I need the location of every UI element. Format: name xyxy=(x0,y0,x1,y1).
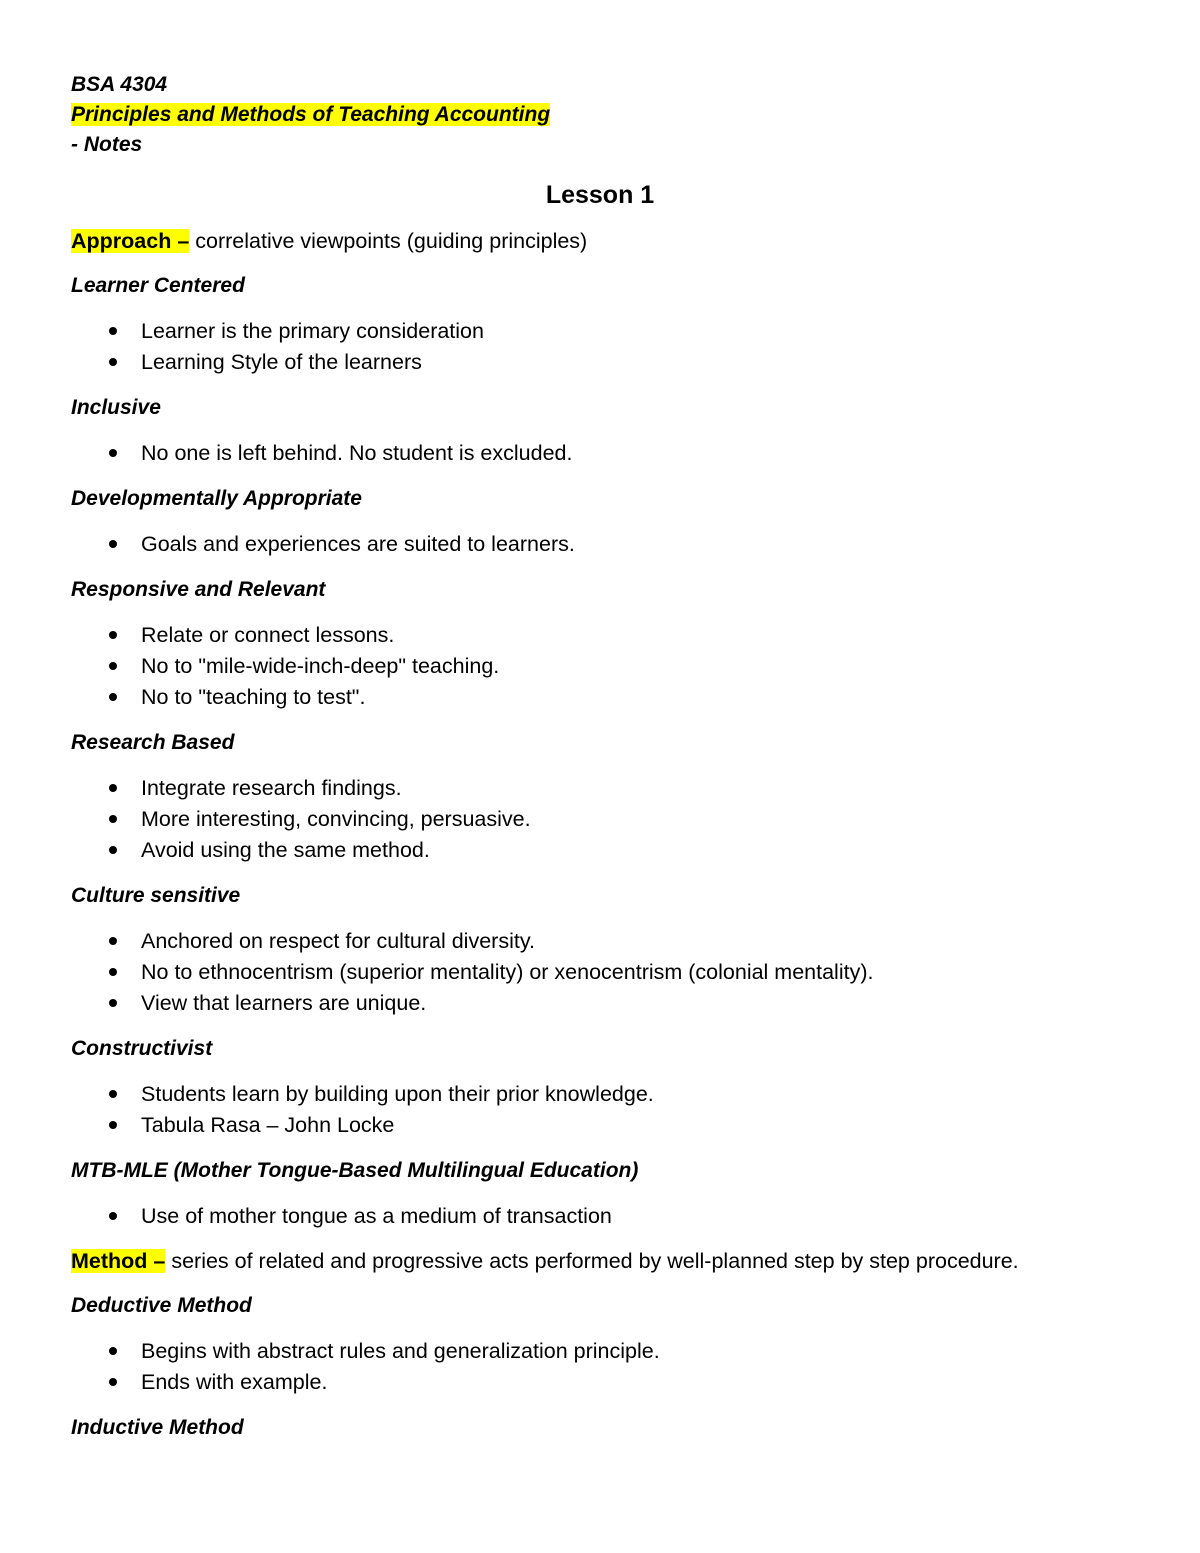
list-item-text: Avoid using the same method. xyxy=(141,838,430,862)
bullet-icon xyxy=(109,358,117,366)
section-heading: Deductive Method xyxy=(71,1294,252,1317)
list-item-text: No one is left behind. No student is excluded. xyxy=(141,441,573,465)
bullet-list xyxy=(71,926,1131,1019)
section-heading: Developmentally Appropriate xyxy=(71,487,362,510)
method-text: series of related and progressive acts performed by well-planned step by step procedure. xyxy=(165,1249,1019,1273)
list-item-text: No to ethnocentrism (superior mentality) or xenocentrism (colonial mentality). xyxy=(141,960,874,984)
list-item xyxy=(71,316,1131,347)
method-definition xyxy=(71,1246,1131,1276)
list-item xyxy=(71,835,1131,866)
bullet-icon xyxy=(109,449,117,457)
bullet-icon xyxy=(109,937,117,945)
list-item-text: Learning Style of the learners xyxy=(141,350,422,374)
list-item xyxy=(71,682,1131,713)
section-heading: Inductive Method xyxy=(71,1416,244,1439)
bullet-icon xyxy=(109,1347,117,1355)
list-item-text: More interesting, convincing, persuasive. xyxy=(141,807,531,831)
bullet-icon xyxy=(109,999,117,1007)
list-item-text: Relate or connect lessons. xyxy=(141,623,395,647)
section-heading: Inclusive xyxy=(71,396,161,419)
list-item xyxy=(71,1367,1131,1398)
section-heading: Research Based xyxy=(71,731,235,754)
list-item-text: View that learners are unique. xyxy=(141,991,427,1015)
bullet-icon xyxy=(109,815,117,823)
list-item-text: Goals and experiences are suited to learners. xyxy=(141,532,575,556)
section-heading: Learner Centered xyxy=(71,274,245,297)
approach-text: correlative viewpoints (guiding principles) xyxy=(189,229,588,253)
bullet-icon xyxy=(109,693,117,701)
bullet-list xyxy=(71,1201,1131,1232)
bullet-list xyxy=(71,316,1131,378)
bullet-icon xyxy=(109,327,117,335)
bullet-list xyxy=(71,773,1131,866)
method-sections xyxy=(71,1291,1131,1443)
bullet-icon xyxy=(109,540,117,548)
list-item xyxy=(71,1201,1131,1232)
list-item xyxy=(71,773,1131,804)
bullet-list xyxy=(71,438,1131,469)
list-item xyxy=(71,988,1131,1019)
list-item xyxy=(71,347,1131,378)
list-item xyxy=(71,957,1131,988)
course-title: Principles and Methods of Teaching Accounting xyxy=(71,103,551,126)
list-item xyxy=(71,651,1131,682)
list-item-text: Learner is the primary consideration xyxy=(141,319,484,343)
list-item xyxy=(71,529,1131,560)
method-term: Method – xyxy=(71,1249,166,1273)
list-item-text: Integrate research findings. xyxy=(141,776,402,800)
list-item xyxy=(71,1110,1131,1141)
section-heading: Responsive and Relevant xyxy=(71,578,326,601)
list-item-text: Use of mother tongue as a medium of transaction xyxy=(141,1204,612,1228)
list-item-text: Tabula Rasa – John Locke xyxy=(141,1113,395,1137)
bullet-list xyxy=(71,529,1131,560)
list-item-text: Students learn by building upon their prior knowledge. xyxy=(141,1082,654,1106)
section-heading: Culture sensitive xyxy=(71,884,241,907)
bullet-icon xyxy=(109,1121,117,1129)
bullet-icon xyxy=(109,1378,117,1386)
bullet-icon xyxy=(109,662,117,670)
list-item xyxy=(71,438,1131,469)
bullet-icon xyxy=(109,631,117,639)
course-code: BSA 4304 xyxy=(71,73,168,96)
list-item-text: No to "mile-wide-inch-deep" teaching. xyxy=(141,654,500,678)
document-page xyxy=(71,70,1131,1443)
section-heading: Constructivist xyxy=(71,1037,213,1060)
list-item-text: Begins with abstract rules and generalization principle. xyxy=(141,1339,660,1363)
bullet-list xyxy=(71,620,1131,713)
list-item-text: Ends with example. xyxy=(141,1370,328,1394)
list-item-text: Anchored on respect for cultural diversity. xyxy=(141,929,535,953)
approach-term: Approach – xyxy=(71,229,190,253)
bullet-icon xyxy=(109,846,117,854)
bullet-icon xyxy=(109,1090,117,1098)
list-item xyxy=(71,804,1131,835)
section-heading: MTB-MLE (Mother Tongue-Based Multilingual Education) xyxy=(71,1159,639,1182)
bullet-icon xyxy=(109,784,117,792)
bullet-icon xyxy=(109,1212,117,1220)
approach-definition xyxy=(71,226,1131,256)
bullet-icon xyxy=(109,968,117,976)
bullet-list xyxy=(71,1079,1131,1141)
notes-subtitle: - Notes xyxy=(71,133,143,156)
lesson-title: Lesson 1 xyxy=(545,181,655,209)
list-item xyxy=(71,1336,1131,1367)
list-item xyxy=(71,1079,1131,1110)
list-item-text: No to "teaching to test". xyxy=(141,685,366,709)
list-item xyxy=(71,926,1131,957)
list-item xyxy=(71,620,1131,651)
approach-sections xyxy=(71,271,1131,1232)
bullet-list xyxy=(71,1336,1131,1398)
